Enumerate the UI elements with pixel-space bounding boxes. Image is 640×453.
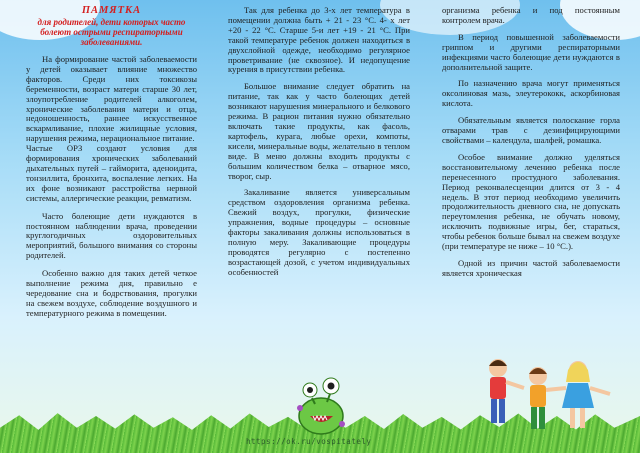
column-1 xyxy=(26,6,197,319)
title-heading: ПАМЯТКА xyxy=(81,5,142,16)
paragraph: Большое внимание следует обратить на питание, так как у часто болеющих детей возникают нарушения минерального и белкового режима. В рацион питания нужно обязательно включать такие продукты, как фасоль, картофель, курага, любые орехи, компоты, кисели, минеральные воды, желательно в теплом виде. В меню должны входить продукты с большим количеством белка – отварное мясо, творог, сыр. xyxy=(228,81,410,181)
paragraph: В период повышенной заболеваемости гриппом и другими респираторными инфекциями часто болеющие дети нуждаются в дополнительной защите. xyxy=(442,31,620,72)
paragraph: На формирование частой заболеваемости у детей оказывает влияние множество факторов. Среди них токсикозы беременности, возраст матери старше 30 лет, злоупотребление родителей алкоголем, хронические заболевания матери и отца, недоношенность, раннее искусственное вскармливание, плохие жилищные условия, нарушения режима, нерациональное питание. xyxy=(26,54,197,144)
paragraph: По назначению врача могут применяться оксолиновая мазь, элеутерококк, аскорбиновая кислота. xyxy=(442,78,620,109)
paragraph: Частые ОРЗ создают условия для формирования хронических заболеваний дыхательных путей – гайморита, аденоидита, тонзиллита, бронхита, воспаление легких. На их фоне возникают расстройства нервной системы, аллергические реакции, ревматизм. xyxy=(26,143,197,203)
paragraph: Так для ребенка до 3-х лет температура в помещении должна быть + 21 - 23 °С. 4- х лет +20 - 22 °С. Старше 5-и лет +19 - 21 °С. При такой температуре ребенок должен находиться в двухслойной одежде, необходимо регулярное проветривание (не сквозное). И недопущение курения в присутствии ребенка. xyxy=(228,5,410,75)
paragraph: Особенно важно для таких детей четкое выполнение режима дня, правильно е чередование сна и бодрствования, прогулки на свежем воздухе, соблюдение воздушного и температурного режима в помещении. xyxy=(26,268,197,318)
column-2 xyxy=(228,6,410,278)
paragraph: организма ребенка и под постоянным контролем врача. xyxy=(442,5,620,25)
leaflet-title xyxy=(26,6,197,47)
children-illustration xyxy=(470,346,630,446)
germ-monster-illustration xyxy=(286,372,356,442)
paragraph: Особое внимание должно уделяться восстановительному лечению ребенка после перенесенного простудного заболевания. Период реконвалесценции длится от 3 - 4 недель. В этот период необходимо увеличить продолжительность дневного сна, не допускать переутомления ребенка, не обучать новому, исключить подвижные игры, бег, стараться, чтобы ребенок больше бывал на свежем воздухе (при температуре не ниже – 10 °С.). xyxy=(442,151,620,252)
column-3 xyxy=(442,6,620,279)
paragraph: Одной из причин частой заболеваемости является хроническая xyxy=(442,257,620,278)
paragraph: Часто болеющие дети нуждаются в постоянном наблюдении врача, проведении круглогодичных оздоровительных мероприятий, большого внимания со стороны родителей. xyxy=(26,210,197,261)
paragraph: Закаливание является универсальным средством оздоровления организма ребенка. Свежий воздух, прогулки, физические упражнения, водные процедуры – основные факторы закаливания должны использоваться в полную меру. Закаливающие процедуры проводятся регулярно с постепенно возрастающей дозой, с учетом индивидуальных особенностей xyxy=(228,187,410,277)
paragraph: Обязательным является полоскание горла отварами трав с дезинфицирующими свойствами – календула, шалфей, ромашка. xyxy=(442,115,620,145)
source-url: https://ok.ru/vospitately xyxy=(246,437,372,446)
title-subtitle: для родителей, дети которых часто болеют острыми респираторными заболеваниями. xyxy=(37,17,186,47)
